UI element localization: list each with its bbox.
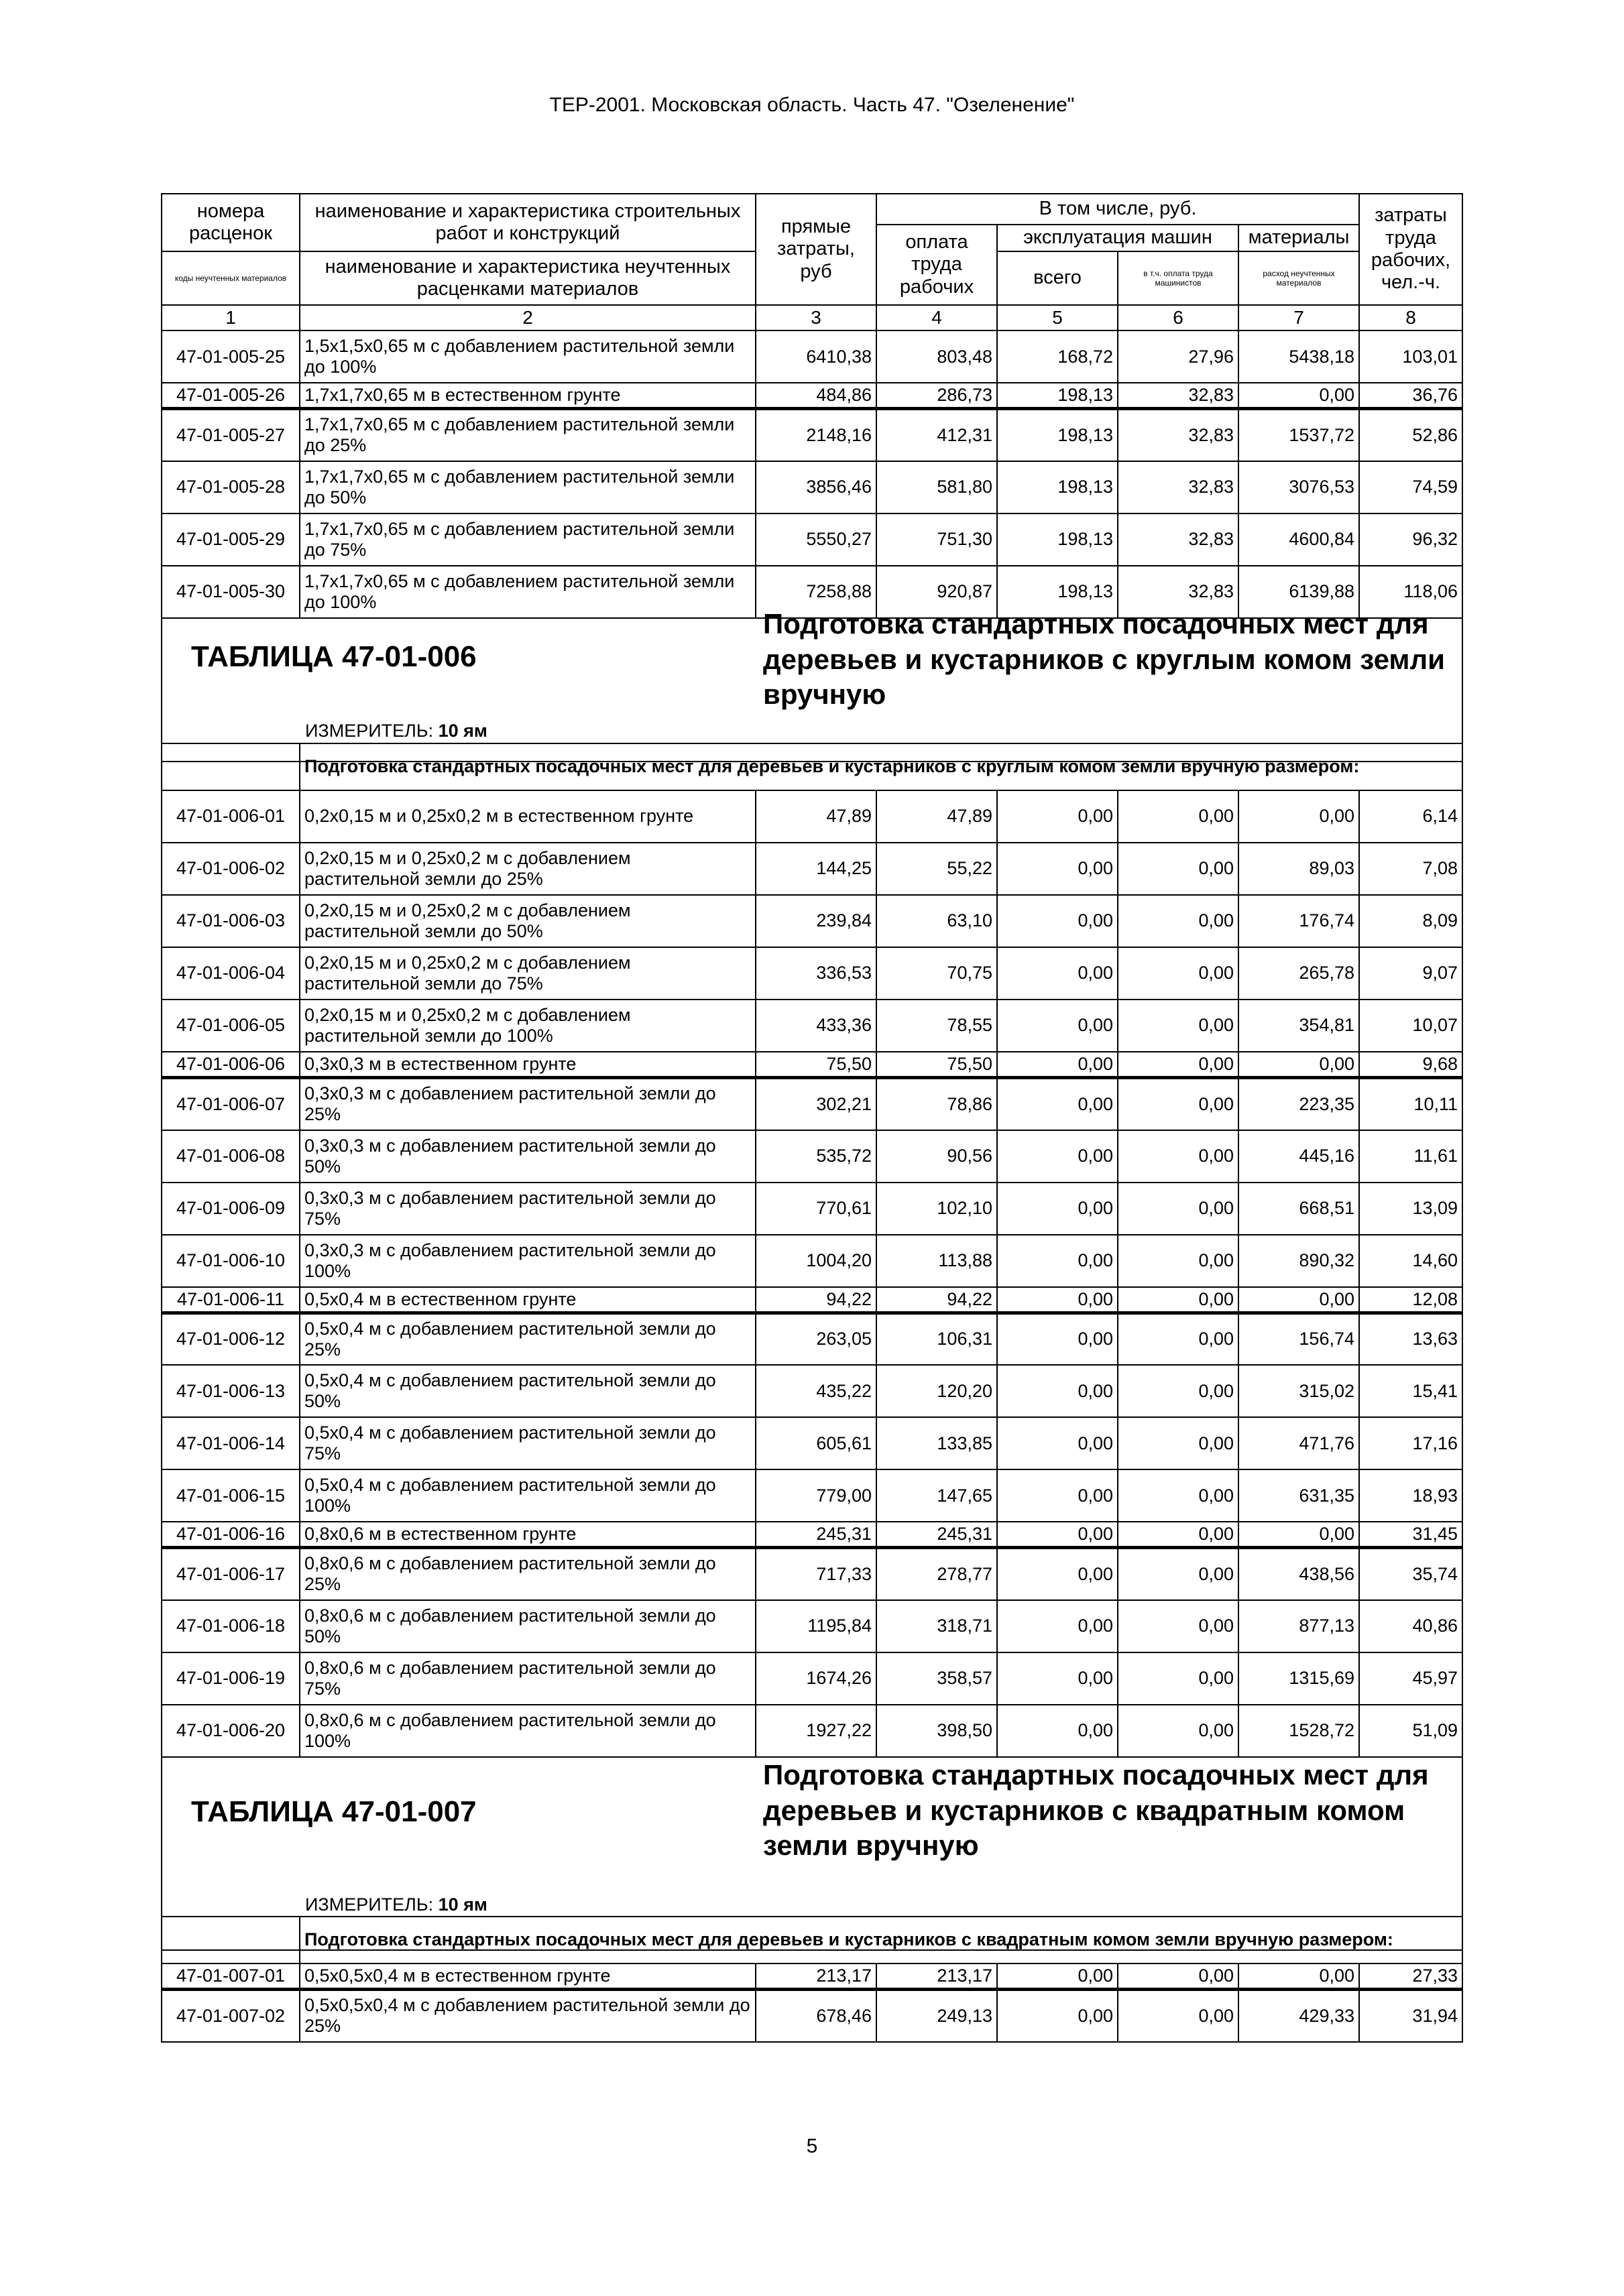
labor-costs: 15,41	[1359, 1365, 1462, 1417]
drivers-pay: 0,00	[1118, 1522, 1238, 1548]
drivers-pay: 32,83	[1118, 461, 1238, 513]
drivers-pay: 0,00	[1118, 947, 1238, 1000]
direct-costs: 1674,26	[756, 1652, 876, 1705]
materials-cost: 877,13	[1238, 1600, 1359, 1652]
machines-total: 0,00	[997, 1705, 1118, 1757]
machines-total: 0,00	[997, 947, 1118, 1000]
rate-code: 47-01-006-01	[162, 790, 300, 843]
labor-costs: 45,97	[1359, 1652, 1462, 1705]
rate-code: 47-01-006-09	[162, 1183, 300, 1235]
labor-costs: 74,59	[1359, 461, 1462, 513]
header-material-codes: коды неучтенных материалов	[162, 251, 300, 305]
header-machines: эксплуатация машин	[997, 225, 1238, 251]
labor-costs: 118,06	[1359, 566, 1462, 618]
drivers-pay: 0,00	[1118, 1417, 1238, 1469]
materials-cost: 438,56	[1238, 1548, 1359, 1600]
labor-costs: 31,94	[1359, 1990, 1462, 2042]
column-number: 5	[997, 305, 1118, 330]
rate-code: 47-01-006-08	[162, 1130, 300, 1183]
labor-costs: 12,08	[1359, 1287, 1462, 1313]
materials-cost: 5438,18	[1238, 330, 1359, 383]
workers-pay: 70,75	[876, 947, 997, 1000]
measure-label: ИЗМЕРИТЕЛЬ:	[305, 721, 434, 741]
machines-total: 0,00	[997, 1287, 1118, 1313]
materials-cost: 429,33	[1238, 1990, 1359, 2042]
work-description: 0,8x0,6 м с добавлением растительной земли до 50%	[300, 1600, 756, 1652]
rate-code: 47-01-006-02	[162, 843, 300, 895]
rate-code: 47-01-006-13	[162, 1365, 300, 1417]
drivers-pay: 0,00	[1118, 1705, 1238, 1757]
work-description: 0,3x0,3 м с добавлением растительной земли до 100%	[300, 1235, 756, 1287]
header-including: В том числе, руб.	[876, 194, 1359, 225]
table-row	[162, 1469, 1462, 1522]
column-number: 1	[162, 305, 300, 330]
work-description: 0,2x0,15 м и 0,25x0,2 м в естественном грунте	[300, 790, 756, 843]
work-description: 0,3x0,3 м с добавлением растительной земли до 75%	[300, 1183, 756, 1235]
machines-total: 0,00	[997, 1078, 1118, 1130]
rate-code: 47-01-006-07	[162, 1078, 300, 1130]
table-row	[162, 409, 1462, 461]
table-row	[162, 1130, 1462, 1183]
workers-pay: 55,22	[876, 843, 997, 895]
direct-costs: 717,33	[756, 1548, 876, 1600]
table-row	[162, 1548, 1462, 1600]
measure-value: 10 ям	[438, 721, 487, 741]
subheading-spacer	[162, 1917, 300, 1963]
workers-pay: 78,55	[876, 1000, 997, 1052]
measure-007	[305, 1894, 487, 1915]
table-row	[162, 790, 1462, 843]
workers-pay: 106,31	[876, 1313, 997, 1365]
direct-costs: 435,22	[756, 1365, 876, 1417]
machines-total: 198,13	[997, 461, 1118, 513]
workers-pay: 286,73	[876, 383, 997, 409]
machines-total: 0,00	[997, 1548, 1118, 1600]
workers-pay: 120,20	[876, 1365, 997, 1417]
drivers-pay: 0,00	[1118, 1963, 1238, 1990]
direct-costs: 144,25	[756, 843, 876, 895]
machines-total: 0,00	[997, 1652, 1118, 1705]
table-row	[162, 330, 1462, 383]
work-description: 0,2x0,15 м и 0,25x0,2 м с добавлением растительной земли до 25%	[300, 843, 756, 895]
direct-costs: 94,22	[756, 1287, 876, 1313]
machines-total: 0,00	[997, 1235, 1118, 1287]
header-materials-consumption: расход неучтенных материалов	[1238, 251, 1359, 305]
table-row	[162, 1417, 1462, 1469]
rate-code: 47-01-006-10	[162, 1235, 300, 1287]
direct-costs: 678,46	[756, 1990, 876, 2042]
drivers-pay: 0,00	[1118, 1078, 1238, 1130]
workers-pay: 133,85	[876, 1417, 997, 1469]
table-row	[162, 1078, 1462, 1130]
column-number: 3	[756, 305, 876, 330]
table-title-007: Подготовка стандартных посадочных мест для деревьев и кустарников с квадратным комом земли вручную	[763, 1759, 1429, 1861]
machines-total: 0,00	[997, 1990, 1118, 2042]
work-description: 0,8x0,6 м с добавлением растительной земли до 25%	[300, 1548, 756, 1600]
workers-pay: 358,57	[876, 1652, 997, 1705]
drivers-pay: 0,00	[1118, 1000, 1238, 1052]
machines-total: 0,00	[997, 1183, 1118, 1235]
table-row	[162, 1000, 1462, 1052]
labor-costs: 8,09	[1359, 895, 1462, 947]
direct-costs: 2148,16	[756, 409, 876, 461]
labor-costs: 17,16	[1359, 1417, 1462, 1469]
work-description: 0,8x0,6 м с добавлением растительной земли до 75%	[300, 1652, 756, 1705]
column-number: 4	[876, 305, 997, 330]
labor-costs: 35,74	[1359, 1548, 1462, 1600]
table-row	[162, 461, 1462, 513]
direct-costs: 5550,27	[756, 513, 876, 566]
drivers-pay: 32,83	[1118, 409, 1238, 461]
materials-cost: 4600,84	[1238, 513, 1359, 566]
table-title-006: Подготовка стандартных посадочных мест для деревьев и кустарников с круглым комом земли вручную	[763, 608, 1445, 710]
machines-total: 0,00	[997, 1313, 1118, 1365]
drivers-pay: 0,00	[1118, 1183, 1238, 1235]
table-row	[162, 1522, 1462, 1548]
subheading-006: Подготовка стандартных посадочных мест для деревьев и кустарников с круглым комом земли вручную размером:	[300, 743, 1462, 790]
header-rate-number: номера расценок	[162, 194, 300, 251]
table-row	[162, 1990, 1462, 2042]
drivers-pay: 0,00	[1118, 1313, 1238, 1365]
direct-costs: 484,86	[756, 383, 876, 409]
machines-total: 0,00	[997, 1522, 1118, 1548]
header-pay: оплата труда рабочих	[876, 225, 997, 305]
table-row	[162, 1652, 1462, 1705]
work-description: 0,5x0,5x0,4 м в естественном грунте	[300, 1963, 756, 1990]
materials-cost: 0,00	[1238, 790, 1359, 843]
work-description: 0,2x0,15 м и 0,25x0,2 м с добавлением растительной земли до 50%	[300, 895, 756, 947]
work-description: 0,3x0,3 м с добавлением растительной земли до 25%	[300, 1078, 756, 1130]
table-row	[162, 1287, 1462, 1313]
workers-pay: 751,30	[876, 513, 997, 566]
rate-code: 47-01-006-14	[162, 1417, 300, 1469]
labor-costs: 36,76	[1359, 383, 1462, 409]
column-number: 8	[1359, 305, 1462, 330]
work-description: 0,2x0,15 м и 0,25x0,2 м с добавлением растительной земли до 100%	[300, 1000, 756, 1052]
drivers-pay: 0,00	[1118, 1130, 1238, 1183]
header-work-name: наименование и характеристика строительных работ и конструкций	[300, 194, 756, 251]
materials-cost: 354,81	[1238, 1000, 1359, 1052]
rate-code: 47-01-006-06	[162, 1052, 300, 1078]
table-row	[162, 1963, 1462, 1990]
labor-costs: 10,11	[1359, 1078, 1462, 1130]
direct-costs: 75,50	[756, 1052, 876, 1078]
direct-costs: 1004,20	[756, 1235, 876, 1287]
machines-total: 0,00	[997, 790, 1118, 843]
materials-cost: 265,78	[1238, 947, 1359, 1000]
machines-total: 0,00	[997, 1365, 1118, 1417]
labor-costs: 9,07	[1359, 947, 1462, 1000]
machines-total: 0,00	[997, 1469, 1118, 1522]
direct-costs: 7258,88	[756, 566, 876, 618]
direct-costs: 1927,22	[756, 1705, 876, 1757]
machines-total: 168,72	[997, 330, 1118, 383]
drivers-pay: 0,00	[1118, 1990, 1238, 2042]
workers-pay: 803,48	[876, 330, 997, 383]
table-row	[162, 1183, 1462, 1235]
workers-pay: 94,22	[876, 1287, 997, 1313]
work-description: 0,3x0,3 м в естественном грунте	[300, 1052, 756, 1078]
table-row	[162, 513, 1462, 566]
labor-costs: 27,33	[1359, 1963, 1462, 1990]
machines-total: 0,00	[997, 1417, 1118, 1469]
materials-cost: 89,03	[1238, 843, 1359, 895]
workers-pay: 278,77	[876, 1548, 997, 1600]
labor-costs: 31,45	[1359, 1522, 1462, 1548]
workers-pay: 63,10	[876, 895, 997, 947]
page-header: ТЕР-2001. Московская область. Часть 47. "Озеленение"	[549, 94, 1075, 116]
direct-costs: 3856,46	[756, 461, 876, 513]
drivers-pay: 0,00	[1118, 1652, 1238, 1705]
labor-costs: 6,14	[1359, 790, 1462, 843]
drivers-pay: 0,00	[1118, 1600, 1238, 1652]
drivers-pay: 0,00	[1118, 895, 1238, 947]
workers-pay: 147,65	[876, 1469, 997, 1522]
drivers-pay: 0,00	[1118, 1469, 1238, 1522]
rate-code: 47-01-006-12	[162, 1313, 300, 1365]
drivers-pay: 0,00	[1118, 790, 1238, 843]
materials-cost: 0,00	[1238, 383, 1359, 409]
table-row	[162, 1365, 1462, 1417]
work-description: 0,2x0,15 м и 0,25x0,2 м с добавлением растительной земли до 75%	[300, 947, 756, 1000]
direct-costs: 779,00	[756, 1469, 876, 1522]
materials-cost: 6139,88	[1238, 566, 1359, 618]
work-description: 0,5x0,4 м с добавлением растительной земли до 75%	[300, 1417, 756, 1469]
materials-cost: 1528,72	[1238, 1705, 1359, 1757]
rate-code: 47-01-005-25	[162, 330, 300, 383]
labor-costs: 9,68	[1359, 1052, 1462, 1078]
direct-costs: 433,36	[756, 1000, 876, 1052]
direct-costs: 6410,38	[756, 330, 876, 383]
drivers-pay: 0,00	[1118, 1548, 1238, 1600]
rate-code: 47-01-006-19	[162, 1652, 300, 1705]
materials-cost: 176,74	[1238, 895, 1359, 947]
labor-costs: 14,60	[1359, 1235, 1462, 1287]
table-row	[162, 383, 1462, 409]
machines-total: 0,00	[997, 1130, 1118, 1183]
rate-code: 47-01-006-05	[162, 1000, 300, 1052]
rate-code: 47-01-007-02	[162, 1990, 300, 2042]
column-number: 6	[1118, 305, 1238, 330]
table-row	[162, 1600, 1462, 1652]
direct-costs: 605,61	[756, 1417, 876, 1469]
rate-code: 47-01-006-11	[162, 1287, 300, 1313]
labor-costs: 51,09	[1359, 1705, 1462, 1757]
materials-cost: 315,02	[1238, 1365, 1359, 1417]
labor-costs: 7,08	[1359, 843, 1462, 895]
direct-costs: 302,21	[756, 1078, 876, 1130]
labor-costs: 103,01	[1359, 330, 1462, 383]
labor-costs: 96,32	[1359, 513, 1462, 566]
direct-costs: 770,61	[756, 1183, 876, 1235]
workers-pay: 249,13	[876, 1990, 997, 2042]
rate-code: 47-01-005-26	[162, 383, 300, 409]
header-direct-costs: прямые затраты, руб	[756, 194, 876, 305]
drivers-pay: 0,00	[1118, 1365, 1238, 1417]
direct-costs: 245,31	[756, 1522, 876, 1548]
direct-costs: 336,53	[756, 947, 876, 1000]
materials-cost: 156,74	[1238, 1313, 1359, 1365]
materials-cost: 890,32	[1238, 1235, 1359, 1287]
work-description: 1,7x1,7x0,65 м с добавлением растительной земли до 50%	[300, 461, 756, 513]
drivers-pay: 27,96	[1118, 330, 1238, 383]
rate-code: 47-01-006-20	[162, 1705, 300, 1757]
work-description: 0,5x0,4 м в естественном грунте	[300, 1287, 756, 1313]
workers-pay: 245,31	[876, 1522, 997, 1548]
direct-costs: 47,89	[756, 790, 876, 843]
work-description: 1,7x1,7x0,65 м с добавлением растительной земли до 25%	[300, 409, 756, 461]
table-row	[162, 1313, 1462, 1365]
labor-costs: 10,07	[1359, 1000, 1462, 1052]
rate-code: 47-01-006-04	[162, 947, 300, 1000]
materials-cost: 445,16	[1238, 1130, 1359, 1183]
work-description: 1,5x1,5x0,65 м с добавлением растительной земли до 100%	[300, 330, 756, 383]
labor-costs: 40,86	[1359, 1600, 1462, 1652]
work-description: 0,8x0,6 м с добавлением растительной земли до 100%	[300, 1705, 756, 1757]
labor-costs: 13,09	[1359, 1183, 1462, 1235]
materials-cost: 0,00	[1238, 1287, 1359, 1313]
materials-cost: 3076,53	[1238, 461, 1359, 513]
header-drivers-pay: в т.ч. оплата труда машинистов	[1118, 251, 1238, 305]
materials-cost: 631,35	[1238, 1469, 1359, 1522]
header-unaccounted-materials: наименование и характеристика неучтенных расценками материалов	[300, 251, 756, 305]
rate-code: 47-01-007-01	[162, 1963, 300, 1990]
measure-label: ИЗМЕРИТЕЛЬ:	[305, 1894, 434, 1915]
header-machines-total: всего	[997, 251, 1118, 305]
workers-pay: 398,50	[876, 1705, 997, 1757]
materials-cost: 223,35	[1238, 1078, 1359, 1130]
workers-pay: 920,87	[876, 566, 997, 618]
rates-table-007	[161, 1916, 1463, 2043]
rate-code: 47-01-006-18	[162, 1600, 300, 1652]
rate-code: 47-01-006-15	[162, 1469, 300, 1522]
materials-cost: 1537,72	[1238, 409, 1359, 461]
drivers-pay: 0,00	[1118, 1287, 1238, 1313]
subheading-spacer	[162, 743, 300, 790]
drivers-pay: 0,00	[1118, 843, 1238, 895]
header-labor-costs: затраты труда рабочих, чел.-ч.	[1359, 194, 1462, 305]
workers-pay: 102,10	[876, 1183, 997, 1235]
workers-pay: 113,88	[876, 1235, 997, 1287]
column-number: 2	[300, 305, 756, 330]
workers-pay: 78,86	[876, 1078, 997, 1130]
rate-code: 47-01-005-29	[162, 513, 300, 566]
work-description: 0,8x0,6 м в естественном грунте	[300, 1522, 756, 1548]
labor-costs: 13,63	[1359, 1313, 1462, 1365]
machines-total: 0,00	[997, 1000, 1118, 1052]
machines-total: 198,13	[997, 566, 1118, 618]
materials-cost: 1315,69	[1238, 1652, 1359, 1705]
table-row	[162, 843, 1462, 895]
machines-total: 0,00	[997, 843, 1118, 895]
drivers-pay: 32,83	[1118, 566, 1238, 618]
measure-006	[305, 721, 487, 741]
table-row	[162, 895, 1462, 947]
rate-code: 47-01-005-28	[162, 461, 300, 513]
work-description: 0,5x0,4 м с добавлением растительной земли до 100%	[300, 1469, 756, 1522]
workers-pay: 412,31	[876, 409, 997, 461]
work-description: 1,7x1,7x0,65 м с добавлением растительной земли до 100%	[300, 566, 756, 618]
direct-costs: 213,17	[756, 1963, 876, 1990]
direct-costs: 535,72	[756, 1130, 876, 1183]
machines-total: 0,00	[997, 1963, 1118, 1990]
drivers-pay: 32,83	[1118, 383, 1238, 409]
header-materials: материалы	[1238, 225, 1359, 251]
direct-costs: 1195,84	[756, 1600, 876, 1652]
workers-pay: 581,80	[876, 461, 997, 513]
work-description: 0,5x0,5x0,4 м с добавлением растительной земли до 25%	[300, 1990, 756, 2042]
workers-pay: 47,89	[876, 790, 997, 843]
subheading-007: Подготовка стандартных посадочных мест для деревьев и кустарников с квадратным комом земли вручную размером:	[300, 1917, 1462, 1963]
workers-pay: 90,56	[876, 1130, 997, 1183]
materials-cost: 668,51	[1238, 1183, 1359, 1235]
rate-code: 47-01-005-30	[162, 566, 300, 618]
machines-total: 0,00	[997, 1600, 1118, 1652]
drivers-pay: 0,00	[1118, 1235, 1238, 1287]
page-number: 5	[806, 2135, 818, 2157]
rate-code: 47-01-006-16	[162, 1522, 300, 1548]
work-description: 1,7x1,7x0,65 м в естественном грунте	[300, 383, 756, 409]
machines-total: 198,13	[997, 409, 1118, 461]
table-label-006: ТАБЛИЦА 47-01-006	[191, 640, 477, 673]
materials-cost: 0,00	[1238, 1522, 1359, 1548]
table-label-007: ТАБЛИЦА 47-01-007	[191, 1795, 477, 1828]
labor-costs: 18,93	[1359, 1469, 1462, 1522]
labor-costs: 11,61	[1359, 1130, 1462, 1183]
work-description: 0,5x0,4 м с добавлением растительной земли до 50%	[300, 1365, 756, 1417]
direct-costs: 239,84	[756, 895, 876, 947]
column-number: 7	[1238, 305, 1359, 330]
drivers-pay: 32,83	[1118, 513, 1238, 566]
machines-total: 198,13	[997, 513, 1118, 566]
table-row	[162, 1052, 1462, 1078]
table-row	[162, 1235, 1462, 1287]
materials-cost: 0,00	[1238, 1963, 1359, 1990]
work-description: 1,7x1,7x0,65 м с добавлением растительной земли до 75%	[300, 513, 756, 566]
work-description: 0,3x0,3 м с добавлением растительной земли до 50%	[300, 1130, 756, 1183]
table-row	[162, 947, 1462, 1000]
materials-cost: 0,00	[1238, 1052, 1359, 1078]
work-description: 0,5x0,4 м с добавлением растительной земли до 25%	[300, 1313, 756, 1365]
labor-costs: 52,86	[1359, 409, 1462, 461]
table-row	[162, 1705, 1462, 1757]
direct-costs: 263,05	[756, 1313, 876, 1365]
machines-total: 198,13	[997, 383, 1118, 409]
drivers-pay: 0,00	[1118, 1052, 1238, 1078]
rate-code: 47-01-005-27	[162, 409, 300, 461]
rate-code: 47-01-006-17	[162, 1548, 300, 1600]
workers-pay: 318,71	[876, 1600, 997, 1652]
machines-total: 0,00	[997, 1052, 1118, 1078]
machines-total: 0,00	[997, 895, 1118, 947]
rate-code: 47-01-006-03	[162, 895, 300, 947]
workers-pay: 213,17	[876, 1963, 997, 1990]
measure-value: 10 ям	[438, 1894, 487, 1915]
materials-cost: 471,76	[1238, 1417, 1359, 1469]
workers-pay: 75,50	[876, 1052, 997, 1078]
